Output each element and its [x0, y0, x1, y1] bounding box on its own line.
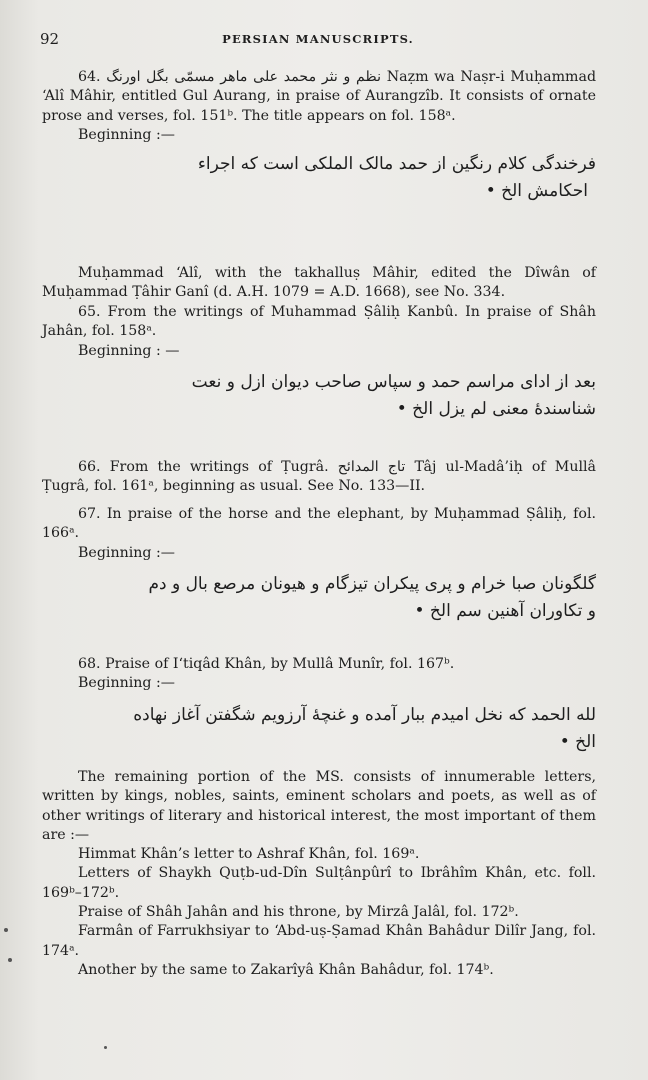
entry-67-arabic-quote: گلگونان صبا خرام و پری پیکران تیزگام و هیونان مرصع بال و دم و تکاوران آهنین سم الخ • — [148, 573, 596, 621]
running-title: PERSIAN MANUSCRIPTS. — [222, 32, 414, 46]
entry-64 — [42, 68, 596, 205]
page-header — [40, 30, 596, 50]
entry-64-arabic-title: نظم و نثر محمد علی ماهر مسمّی بگل اورنگ — [106, 69, 382, 85]
margin-speck — [4, 928, 8, 932]
entry-66-description: 66. From the writings of Ṭugrâ. تاج المدائح Tâj ul-Madâ’iḥ of Mullâ Ṭugrâ, fol. 161ᵃ, beginning as usual. See No. 133—II. — [42, 459, 597, 495]
entry-64-beginning-label: Beginning :— — [78, 126, 175, 143]
entry-65-arabic-quote: بعد از ادای مراسم حمد و سپاس صاحب دیوان ازل و نعت شناسندهٔ معنی لم یزل الخ • — [191, 371, 596, 419]
entry-64-number: 64. — [78, 69, 101, 85]
entry-65-description: 65. From the writings of Muhammad Ṣâliḥ Kanbû. In praise of Shâh Jahân, fol. 158ᵃ. — [42, 304, 596, 340]
entry-67-beginning-label: Beginning :— — [78, 544, 175, 561]
remaining-portion-paragraph: The remaining portion of the MS. consists of innumerable letters, written by kings, nobles, saints, eminent scholars and poets, as well as of other writings of literary and historical interest, the most important of them are :— — [42, 769, 596, 843]
margin-speck — [8, 958, 12, 962]
entry-64-note: Muḥammad ‘Alî, with the takhalluṣ Mâhir, edited the Dîwân of Muḥammad Ṭâhir Ganî (d. A.H. 1079 = A.D. 1668), see No. 334. — [42, 265, 596, 301]
entry-68-description: 68. Praise of I‘tiqâd Khân, by Mullâ Munîr, fol. 167ᵇ. — [78, 656, 455, 672]
entry-64-arabic-quote: فرخندگی کلام رنگین از حمد مالک الملکی است که اجراء احکامش الخ • — [197, 154, 596, 202]
entry-68 — [42, 655, 596, 756]
page-number: 92 — [40, 30, 60, 48]
closing-section — [42, 768, 596, 980]
entry-68-arabic-quote: لله الحمد که نخل امیدم ببار آمده و غنچهٔ آرزویم شگفتن آغاز نهاده الخ • — [133, 704, 596, 752]
list-item: Another by the same to Zakarîyâ Khân Bahâdur, fol. 174ᵇ. — [78, 961, 494, 978]
entry-64-description: Naẓm wa Naṣr-i Muḥammad ‘Alî Mâhir, entitled Gul Aurang, in praise of Aurangzîb. It consists of ornate prose and verses, fol. 151ᵇ. The title appears on fol. 158ᵃ. — [42, 69, 597, 124]
entry-67 — [42, 505, 596, 625]
entry-67-description: 67. In praise of the horse and the elephant, by Muḥammad Ṣâliḥ, fol. 166ᵃ. — [42, 506, 596, 542]
list-item: Letters of Shaykh Quṭb-ud-Dîn Sulṭânpûrî to Ibrâhîm Khân, etc. foll. 169ᵇ–172ᵇ. — [42, 865, 596, 901]
list-item: Himmat Khân’s letter to Ashraf Khân, fol. 169ᵃ. — [78, 846, 420, 863]
entry-68-beginning-label: Beginning :— — [78, 675, 175, 692]
entry-65 — [42, 303, 596, 423]
entry-65-beginning-label: Beginning : — — [78, 342, 180, 359]
margin-speck — [104, 1046, 107, 1049]
list-item: Farmân of Farrukhsiyar to ‘Abd-uṣ-Ṣamad Khân Bahâdur Dilîr Jang, fol. 174ᵃ. — [42, 923, 596, 959]
list-item: Praise of Shâh Jahân and his throne, by Mirzâ Jalâl, fol. 172ᵇ. — [78, 904, 519, 921]
